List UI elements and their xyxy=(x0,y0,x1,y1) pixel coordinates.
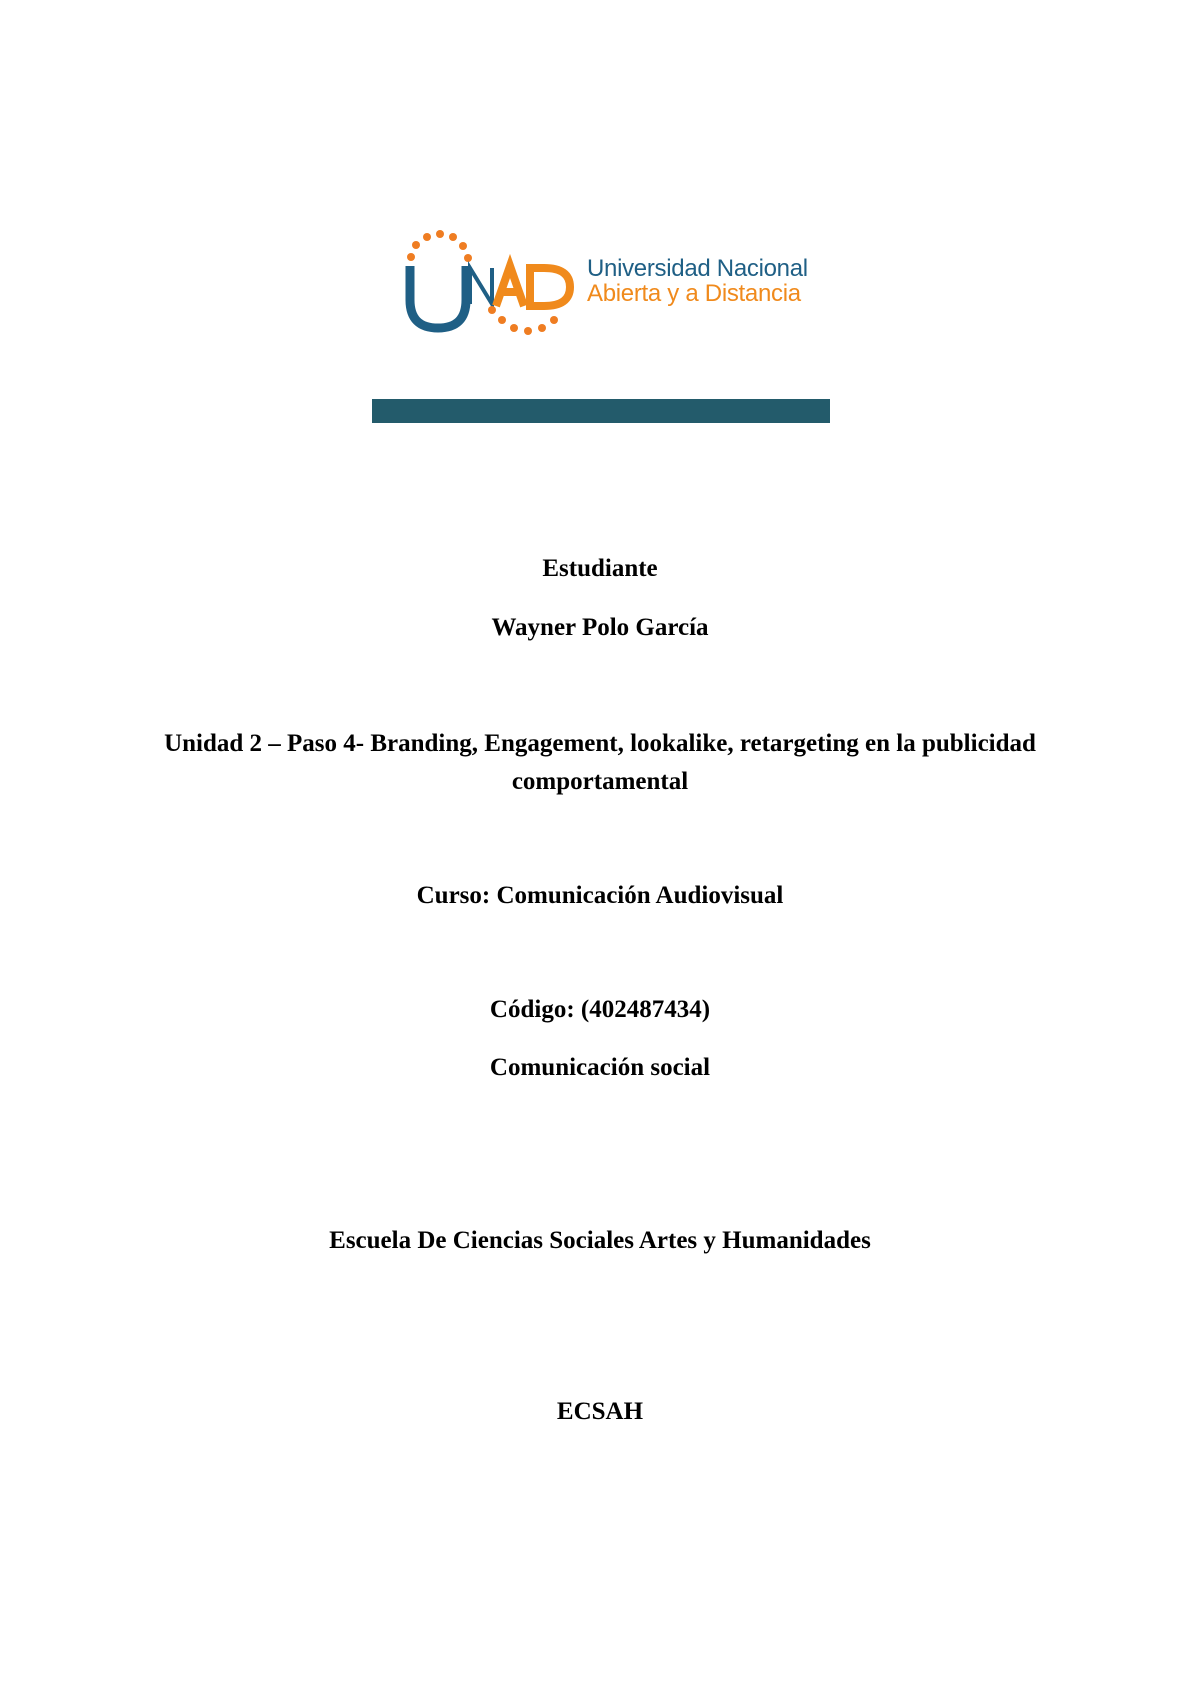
student-label: Estudiante xyxy=(542,555,658,582)
logo-line-abierta: Abierta y a Distancia xyxy=(587,280,801,307)
assignment-title: Unidad 2 – Paso 4- Branding, Engagement, lookalike, retargeting en la publicidad comportamental xyxy=(164,730,1036,795)
school-acronym: ECSAH xyxy=(556,1398,644,1425)
program-name: Comunicación social xyxy=(489,1054,711,1081)
logo-wordmark xyxy=(587,256,808,306)
unad-logo-mark xyxy=(400,228,580,338)
unad-logo xyxy=(400,228,820,338)
course-code: Código: (402487434) xyxy=(489,996,711,1023)
header-divider-bar xyxy=(372,399,830,423)
school-name: Escuela De Ciencias Sociales Artes y Humanidades xyxy=(329,1227,871,1254)
logo-line-universidad: Universidad Nacional xyxy=(587,255,808,282)
course-name: Curso: Comunicación Audiovisual xyxy=(416,882,784,909)
student-name: Wayner Polo García xyxy=(491,614,709,641)
